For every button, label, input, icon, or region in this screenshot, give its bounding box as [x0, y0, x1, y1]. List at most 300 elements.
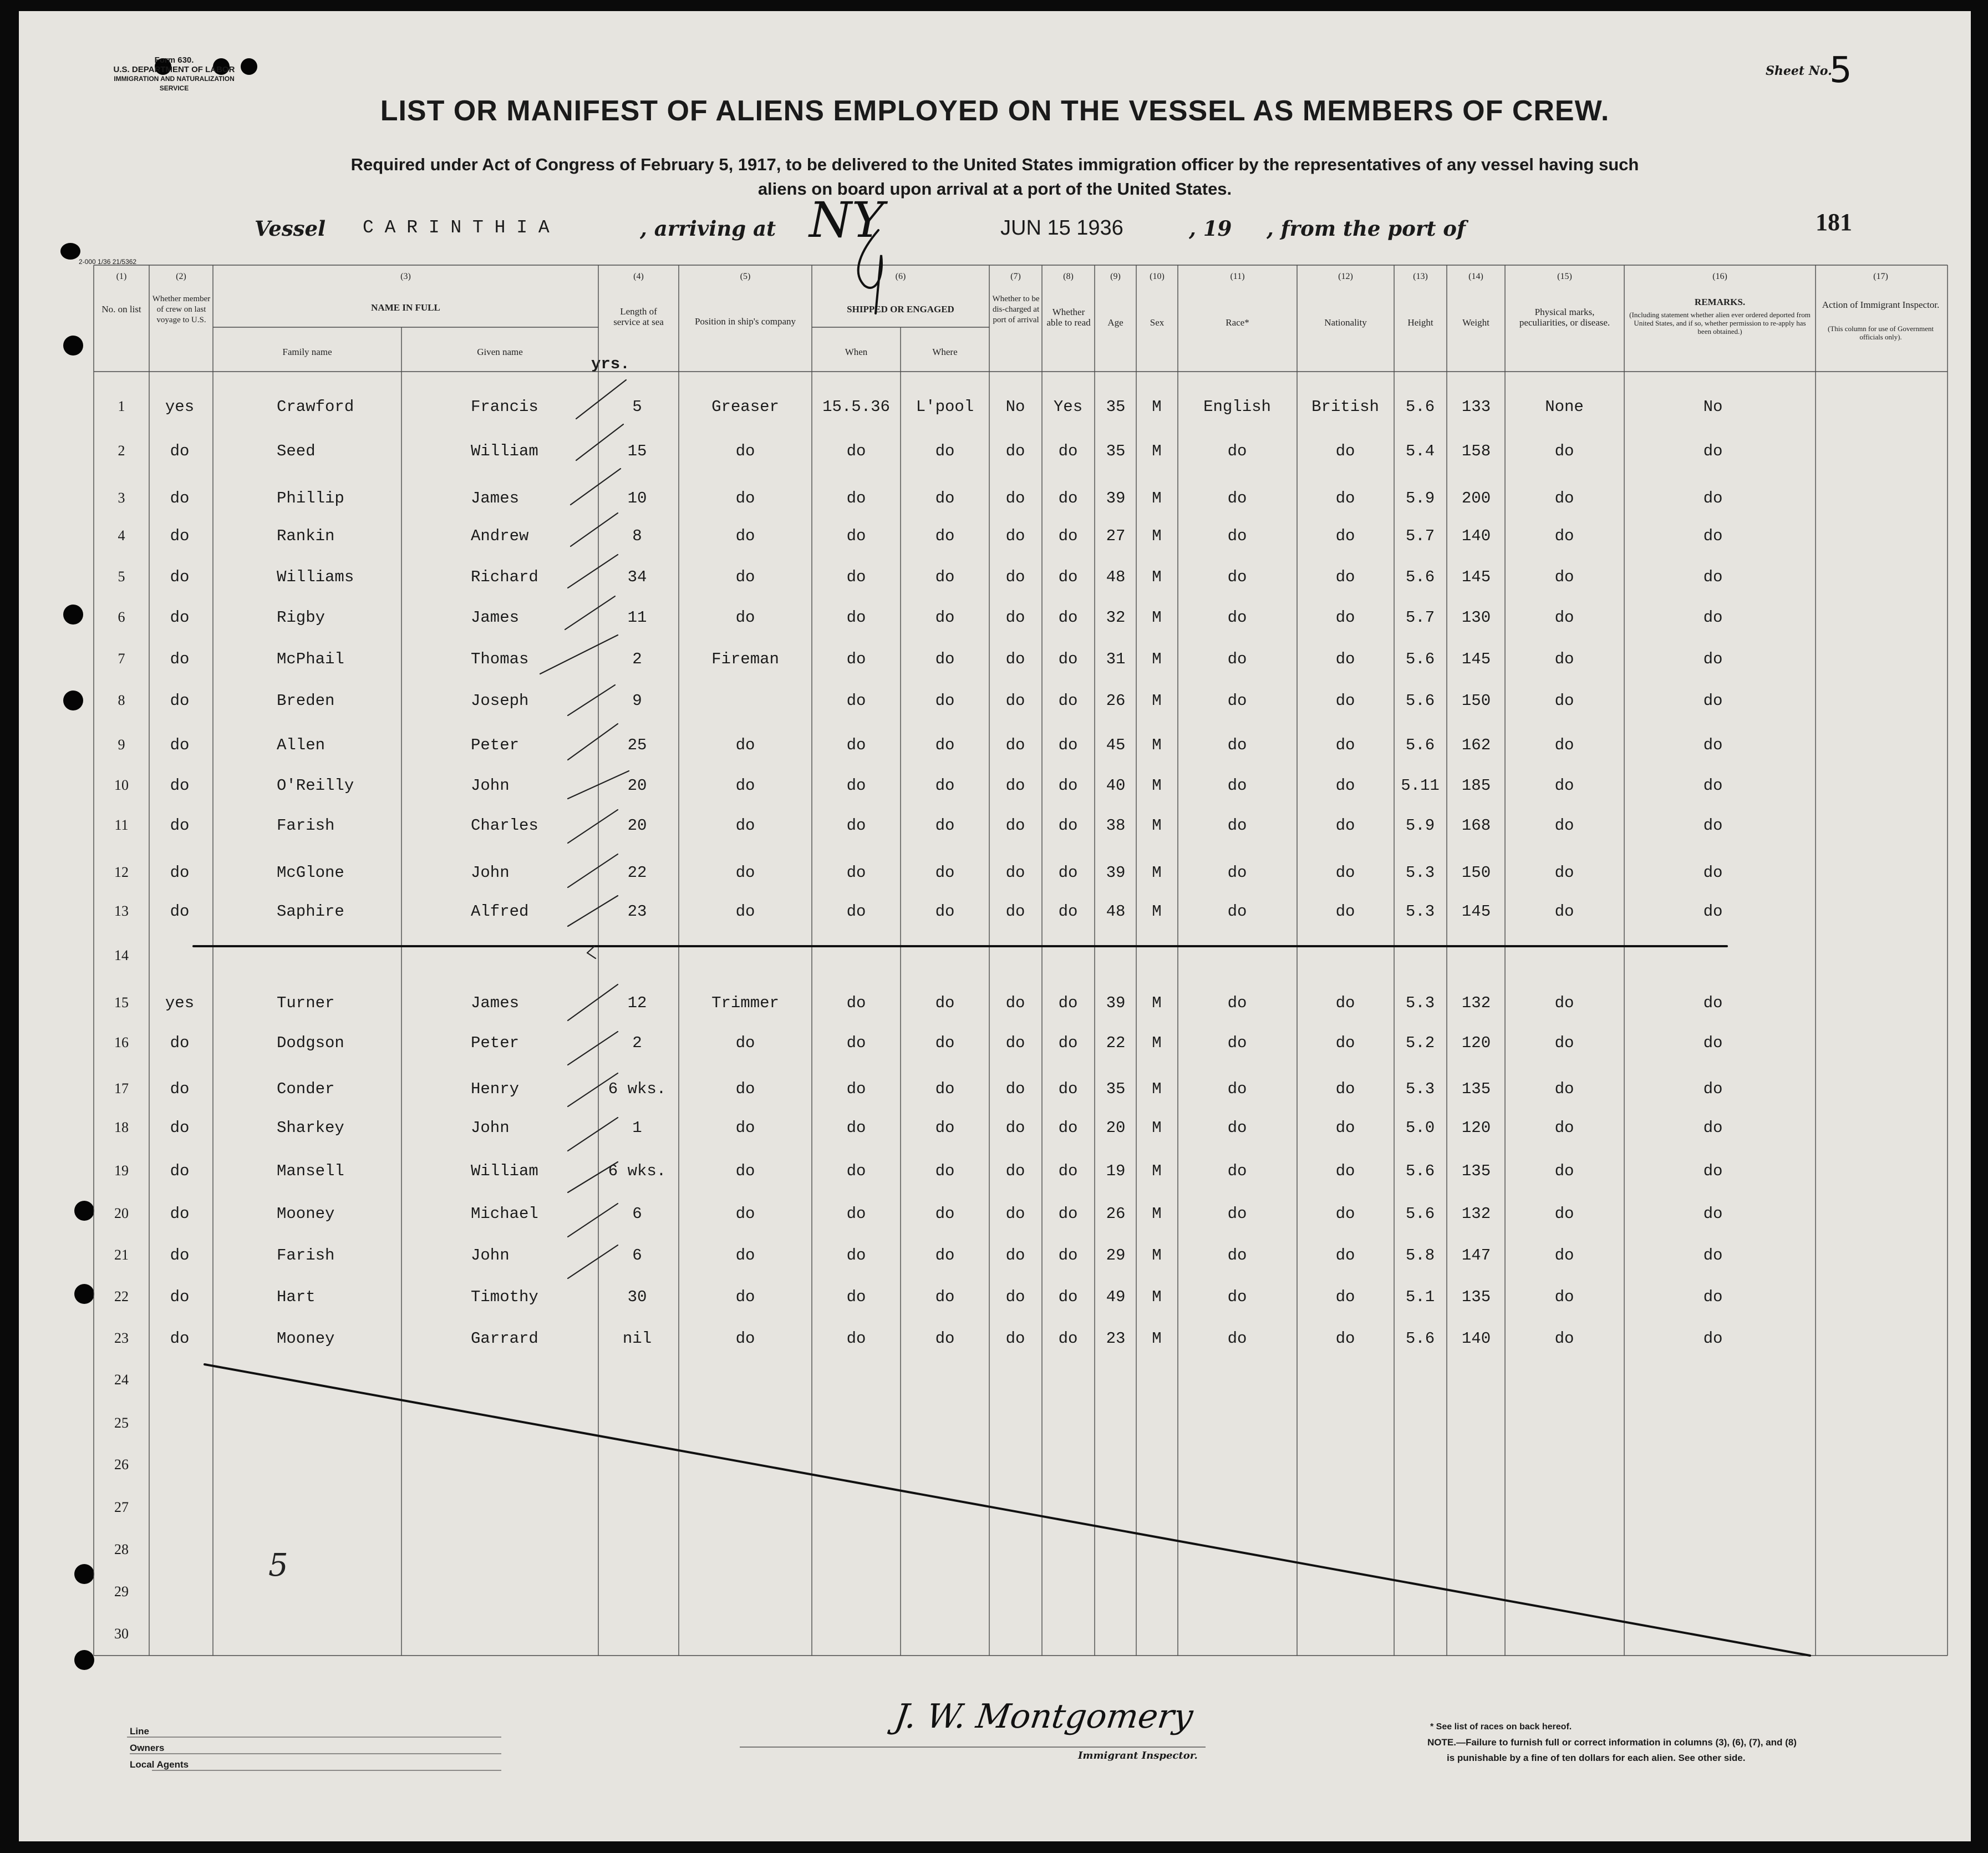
family-name-cell: Turner [277, 994, 335, 1012]
given-name-cell: Peter [471, 736, 520, 754]
sex-cell: M [1152, 816, 1162, 835]
member-cell: do [170, 568, 190, 586]
service-cell: nil [622, 1329, 652, 1348]
service-cell: 2 [632, 650, 642, 668]
weight-cell: 140 [1461, 1329, 1491, 1348]
nationality-cell: do [1335, 1329, 1355, 1348]
service-cell: 2 [632, 1034, 642, 1052]
discharged-cell: do [1005, 1288, 1025, 1306]
family-name-cell: Farish [277, 1246, 335, 1265]
row-number: 26 [114, 1456, 129, 1473]
race-cell: do [1227, 816, 1247, 835]
service-cell: 20 [627, 776, 647, 795]
able-read-cell: Yes [1053, 398, 1083, 416]
col-num: (3) [400, 272, 411, 281]
position-cell: do [735, 568, 755, 586]
family-name-cell: Sharkey [277, 1119, 344, 1137]
race-cell: do [1227, 1080, 1247, 1098]
height-cell: 5.6 [1405, 398, 1435, 416]
row-number: 16 [114, 1034, 129, 1050]
position-cell: do [735, 1205, 755, 1223]
table-grid [19, 11, 1971, 1841]
shipped-when-cell: do [846, 776, 866, 795]
nationality-cell: do [1335, 1288, 1355, 1306]
row-number: 28 [114, 1541, 129, 1557]
col-num: (14) [1468, 272, 1483, 281]
shipped-where-cell: do [935, 442, 955, 460]
service-cell: 6 [632, 1205, 642, 1223]
col-num: (10) [1150, 272, 1165, 281]
able-read-cell: do [1058, 994, 1078, 1012]
col-num: (15) [1557, 272, 1572, 281]
weight-cell: 140 [1461, 527, 1491, 545]
physical-cell: do [1554, 902, 1574, 921]
shipped-where-cell: do [935, 816, 955, 835]
row-number: 9 [118, 737, 125, 753]
service-cell: 25 [627, 736, 647, 754]
age-cell: 45 [1106, 736, 1126, 754]
height-cell: 5.3 [1405, 994, 1435, 1012]
given-name-cell: James [471, 994, 520, 1012]
col-header-when: When [845, 347, 868, 357]
weight-cell: 168 [1461, 816, 1491, 835]
inspector-signature: J. W. Montgomery [892, 1697, 1196, 1736]
given-name-cell: William [471, 1162, 538, 1180]
age-cell: 23 [1106, 1329, 1126, 1348]
able-read-cell: do [1058, 568, 1078, 586]
service-cell: 6 wks. [608, 1080, 667, 1098]
able-read-cell: do [1058, 442, 1078, 460]
race-cell: do [1227, 608, 1247, 627]
margin-mark: 5 [268, 1547, 288, 1583]
service-cell: 15 [627, 442, 647, 460]
height-cell: 5.6 [1405, 736, 1435, 754]
shipped-where-cell: do [935, 692, 955, 710]
shipped-where-cell: do [935, 1080, 955, 1098]
row-number: 20 [114, 1205, 129, 1221]
position-cell: Fireman [711, 650, 779, 668]
nationality-cell: do [1335, 442, 1355, 460]
service-cell: 1 [632, 1119, 642, 1137]
sex-cell: M [1152, 994, 1162, 1012]
print-code: 2-000 1/36 21/5362 [79, 258, 137, 266]
col-num: (16) [1712, 272, 1727, 281]
col-header-sex: Sex [1150, 317, 1165, 328]
remarks-cell: do [1703, 816, 1723, 835]
able-read-cell: do [1058, 1119, 1078, 1137]
family-name-cell: Saphire [277, 902, 344, 921]
shipped-where-cell: do [935, 736, 955, 754]
col-header-member: Whether member of crew on last voyage to U.S. [152, 295, 211, 324]
able-read-cell: do [1058, 736, 1078, 754]
race-cell: do [1227, 1329, 1247, 1348]
age-cell: 26 [1106, 692, 1126, 710]
shipped-when-cell: do [846, 1162, 866, 1180]
sheet-number-label: Sheet No. [1766, 64, 1832, 78]
given-name-cell: James [471, 489, 520, 507]
weight-cell: 133 [1461, 398, 1491, 416]
col-header-family: Family name [282, 347, 332, 357]
height-cell: 5.9 [1405, 489, 1435, 507]
given-name-cell: Joseph [471, 692, 529, 710]
row-number: 30 [114, 1626, 129, 1642]
shipped-when-cell: do [846, 650, 866, 668]
sex-cell: M [1152, 608, 1162, 627]
shipped-where-cell: do [935, 1162, 955, 1180]
height-cell: 5.6 [1405, 1205, 1435, 1223]
agents-label: Local Agents [130, 1759, 189, 1770]
race-cell: English [1203, 398, 1271, 416]
shipped-where-cell: do [935, 527, 955, 545]
service-cell: 8 [632, 527, 642, 545]
col-num: (8) [1063, 272, 1074, 281]
member-cell: do [170, 1205, 190, 1223]
nationality-cell: do [1335, 994, 1355, 1012]
physical-cell: do [1554, 442, 1574, 460]
age-cell: 20 [1106, 1119, 1126, 1137]
family-name-cell: McGlone [277, 864, 344, 882]
position-cell: do [735, 1119, 755, 1137]
weight-cell: 147 [1461, 1246, 1491, 1265]
member-cell: do [170, 776, 190, 795]
shipped-where-cell: do [935, 1119, 955, 1137]
col-num: (9) [1110, 272, 1121, 281]
family-name-cell: Crawford [277, 398, 354, 416]
height-cell: 5.6 [1405, 1162, 1435, 1180]
position-cell: Trimmer [711, 994, 779, 1012]
member-cell: do [170, 864, 190, 882]
col-num: (1) [116, 272, 127, 281]
family-name-cell: Mooney [277, 1205, 335, 1223]
inspector-label: Immigrant Inspector. [1078, 1750, 1198, 1761]
position-cell: do [735, 1080, 755, 1098]
height-cell: 5.6 [1405, 692, 1435, 710]
family-name-cell: Dodgson [277, 1034, 344, 1052]
nationality-cell: do [1335, 1205, 1355, 1223]
given-name-cell: Peter [471, 1034, 520, 1052]
race-cell: do [1227, 442, 1247, 460]
row-number: 19 [114, 1162, 129, 1179]
shipped-where-cell: do [935, 489, 955, 507]
remarks-cell: do [1703, 608, 1723, 627]
vessel-name: C A R I N T H I A [363, 217, 550, 238]
race-cell: do [1227, 568, 1247, 586]
remarks-cell: do [1703, 864, 1723, 882]
weight-cell: 135 [1461, 1080, 1491, 1098]
able-read-cell: do [1058, 902, 1078, 921]
position-cell: do [735, 527, 755, 545]
owners-label: Owners [130, 1743, 165, 1753]
discharged-cell: do [1005, 527, 1025, 545]
col-header-action: Action of Immigrant Inspector. [1822, 299, 1940, 310]
race-cell: do [1227, 489, 1247, 507]
sex-cell: M [1152, 442, 1162, 460]
member-cell: do [170, 1288, 190, 1306]
shipped-when-cell: do [846, 1119, 866, 1137]
member-cell: yes [165, 398, 195, 416]
given-name-cell: William [471, 442, 538, 460]
physical-cell: do [1554, 1162, 1574, 1180]
remarks-cell: do [1703, 1288, 1723, 1306]
able-read-cell: do [1058, 608, 1078, 627]
col-header-remarks: REMARKS. [1694, 297, 1746, 307]
remarks-cell: do [1703, 442, 1723, 460]
col-num: (13) [1413, 272, 1428, 281]
physical-cell: do [1554, 489, 1574, 507]
col-header-age: Age [1107, 317, 1123, 328]
row-number: 17 [114, 1080, 129, 1096]
row-number: 11 [114, 817, 129, 833]
physical-cell: do [1554, 568, 1574, 586]
family-name-cell: Phillip [277, 489, 344, 507]
age-cell: 49 [1106, 1288, 1126, 1306]
family-name-cell: Farish [277, 816, 335, 835]
shipped-when-cell: do [846, 1329, 866, 1348]
family-name-cell: O'Reilly [277, 776, 354, 795]
position-cell: Greaser [711, 398, 779, 416]
remarks-cell: do [1703, 994, 1723, 1012]
family-name-cell: Mansell [277, 1162, 344, 1180]
able-read-cell: do [1058, 692, 1078, 710]
shipped-when-cell: do [846, 608, 866, 627]
shipped-where-cell: do [935, 1246, 955, 1265]
sex-cell: M [1152, 692, 1162, 710]
discharged-cell: do [1005, 816, 1025, 835]
age-cell: 48 [1106, 568, 1126, 586]
physical-cell: do [1554, 776, 1574, 795]
given-name-cell: John [471, 864, 510, 882]
physical-cell: do [1554, 692, 1574, 710]
able-read-cell: do [1058, 1246, 1078, 1265]
discharged-cell: do [1005, 489, 1025, 507]
shipped-when-cell: do [846, 864, 866, 882]
nationality-cell: do [1335, 489, 1355, 507]
col-header-where: Where [932, 347, 958, 357]
weight-cell: 145 [1461, 568, 1491, 586]
col-header-remarks-note: (Including statement whether alien ever ordered deported from United States, and if so, whether permission to re-apply has been obtained.) [1629, 311, 1811, 336]
remarks-cell: do [1703, 736, 1723, 754]
sex-cell: M [1152, 1205, 1162, 1223]
race-cell: do [1227, 1162, 1247, 1180]
given-name-cell: Garrard [471, 1329, 538, 1348]
physical-cell: do [1554, 1205, 1574, 1223]
age-cell: 39 [1106, 994, 1126, 1012]
given-name-cell: Charles [471, 816, 538, 835]
physical-cell: do [1554, 816, 1574, 835]
physical-cell: None [1545, 398, 1584, 416]
position-cell: do [735, 736, 755, 754]
col-header-no: No. on list [101, 304, 141, 314]
discharged-cell: No [1005, 398, 1025, 416]
race-cell: do [1227, 527, 1247, 545]
shipped-when-cell: do [846, 1246, 866, 1265]
member-cell: yes [165, 994, 195, 1012]
nationality-cell: do [1335, 650, 1355, 668]
member-cell: do [170, 692, 190, 710]
nationality-cell: do [1335, 1119, 1355, 1137]
discharged-cell: do [1005, 608, 1025, 627]
given-name-cell: Henry [471, 1080, 520, 1098]
member-cell: do [170, 527, 190, 545]
height-cell: 5.6 [1405, 568, 1435, 586]
service-cell: 12 [627, 994, 647, 1012]
row-number: 6 [118, 609, 125, 625]
shipped-when-cell: do [846, 1288, 866, 1306]
weight-cell: 162 [1461, 736, 1491, 754]
physical-cell: do [1554, 608, 1574, 627]
height-cell: 5.1 [1405, 1288, 1435, 1306]
col-header-action-note: (This column for use of Government officials only). [1828, 324, 1934, 341]
row-number: 25 [114, 1415, 129, 1431]
sex-cell: M [1152, 398, 1162, 416]
service-cell: 22 [627, 864, 647, 882]
col-num: (12) [1338, 272, 1353, 281]
service-cell: 6 wks. [608, 1162, 667, 1180]
sex-cell: M [1152, 736, 1162, 754]
col-header-physical: Physical marks, peculiarities, or disease. [1519, 307, 1610, 328]
age-cell: 35 [1106, 398, 1126, 416]
sheet-number: 5 [1829, 50, 1852, 91]
sex-cell: M [1152, 1119, 1162, 1137]
weight-cell: 150 [1461, 864, 1491, 882]
able-read-cell: do [1058, 816, 1078, 835]
race-cell: do [1227, 1119, 1247, 1137]
weight-cell: 135 [1461, 1288, 1491, 1306]
race-cell: do [1227, 736, 1247, 754]
weight-cell: 132 [1461, 1205, 1491, 1223]
shipped-when-cell: do [846, 489, 866, 507]
discharged-cell: do [1005, 1205, 1025, 1223]
year-label: , 19 [1189, 216, 1232, 241]
row-number: 27 [114, 1499, 129, 1515]
family-name-cell: Conder [277, 1080, 335, 1098]
race-cell: do [1227, 994, 1247, 1012]
member-cell: do [170, 1329, 190, 1348]
age-cell: 35 [1106, 1080, 1126, 1098]
col-num: (5) [740, 272, 751, 281]
remarks-cell: do [1703, 1329, 1723, 1348]
age-cell: 40 [1106, 776, 1126, 795]
form-number: Form 630. [154, 55, 194, 65]
given-name-cell: Timothy [471, 1288, 538, 1306]
discharged-cell: do [1005, 1034, 1025, 1052]
position-cell: do [735, 902, 755, 921]
shipped-when-cell: do [846, 736, 866, 754]
given-name-cell: John [471, 1246, 510, 1265]
able-read-cell: do [1058, 776, 1078, 795]
row-number: 23 [114, 1330, 129, 1346]
family-name-cell: Mooney [277, 1329, 335, 1348]
family-name-cell: Breden [277, 692, 335, 710]
age-cell: 27 [1106, 527, 1126, 545]
shipped-where-cell: do [935, 1034, 955, 1052]
nationality-cell: do [1335, 1162, 1355, 1180]
member-cell: do [170, 442, 190, 460]
nationality-cell: do [1335, 776, 1355, 795]
remarks-cell: do [1703, 902, 1723, 921]
nationality-cell: do [1335, 527, 1355, 545]
row-number: 15 [114, 994, 129, 1011]
row-number: 8 [118, 692, 125, 708]
given-name-cell: John [471, 776, 510, 795]
shipped-where-cell: do [935, 1288, 955, 1306]
able-read-cell: do [1058, 650, 1078, 668]
race-cell: do [1227, 1246, 1247, 1265]
sex-cell: M [1152, 1080, 1162, 1098]
row-number: 3 [118, 490, 125, 506]
family-name-cell: McPhail [277, 650, 344, 668]
nationality-cell: do [1335, 1034, 1355, 1052]
row-number: 2 [118, 443, 125, 459]
able-read-cell: do [1058, 527, 1078, 545]
shipped-when-cell: do [846, 442, 866, 460]
given-name-cell: Thomas [471, 650, 529, 668]
from-port-label: , from the port of [1267, 216, 1466, 241]
able-read-cell: do [1058, 1288, 1078, 1306]
discharged-cell: do [1005, 776, 1025, 795]
nationality-cell: do [1335, 816, 1355, 835]
row-number: 22 [114, 1288, 129, 1304]
family-name-cell: Seed [277, 442, 316, 460]
remarks-cell: No [1703, 398, 1723, 416]
able-read-cell: do [1058, 489, 1078, 507]
manifest-sheet [19, 11, 1971, 1841]
height-cell: 5.3 [1405, 1080, 1435, 1098]
remarks-cell: do [1703, 1162, 1723, 1180]
service: IMMIGRATION AND NATURALIZATION SERVICE [114, 75, 235, 92]
col-num: (17) [1873, 272, 1888, 281]
member-cell: do [170, 608, 190, 627]
race-cell: do [1227, 776, 1247, 795]
service-unit: yrs. [591, 355, 630, 373]
remarks-cell: do [1703, 1246, 1723, 1265]
nationality-cell: British [1311, 398, 1379, 416]
family-name-cell: Williams [277, 568, 354, 586]
shipped-when-cell: do [846, 568, 866, 586]
service-cell: 10 [627, 489, 647, 507]
shipped-where-cell: do [935, 650, 955, 668]
arriving-label: , arriving at [640, 216, 776, 241]
age-cell: 35 [1106, 442, 1126, 460]
height-cell: 5.11 [1401, 776, 1440, 795]
shipped-where-cell: do [935, 568, 955, 586]
remarks-cell: do [1703, 568, 1723, 586]
physical-cell: do [1554, 1288, 1574, 1306]
footnote-penalty-cont: is punishable by a fine of ten dollars for each alien. See other side. [1447, 1753, 1746, 1763]
col-header-name: NAME IN FULL [371, 302, 440, 313]
age-cell: 39 [1106, 489, 1126, 507]
height-cell: 5.0 [1405, 1119, 1435, 1137]
given-name-cell: John [471, 1119, 510, 1137]
col-header-shipped: SHIPPED OR ENGAGED [847, 304, 954, 314]
member-cell: do [170, 489, 190, 507]
sex-cell: M [1152, 776, 1162, 795]
subtitle-line: aliens on board upon arrival at a port of the United States. [757, 179, 1232, 199]
race-cell: do [1227, 1034, 1247, 1052]
age-cell: 48 [1106, 902, 1126, 921]
sex-cell: M [1152, 1288, 1162, 1306]
remarks-cell: do [1703, 1205, 1723, 1223]
shipped-when-cell: do [846, 1080, 866, 1098]
service-cell: 11 [627, 608, 647, 627]
shipped-when-cell: do [846, 994, 866, 1012]
race-cell: do [1227, 1205, 1247, 1223]
row-number: 10 [114, 777, 129, 793]
subtitle-line: Required under Act of Congress of February 5, 1917, to be delivered to the United States immigration officer by the representatives of any vessel having such [350, 155, 1639, 174]
member-cell: do [170, 816, 190, 835]
line-label: Line [130, 1726, 149, 1737]
age-cell: 38 [1106, 816, 1126, 835]
